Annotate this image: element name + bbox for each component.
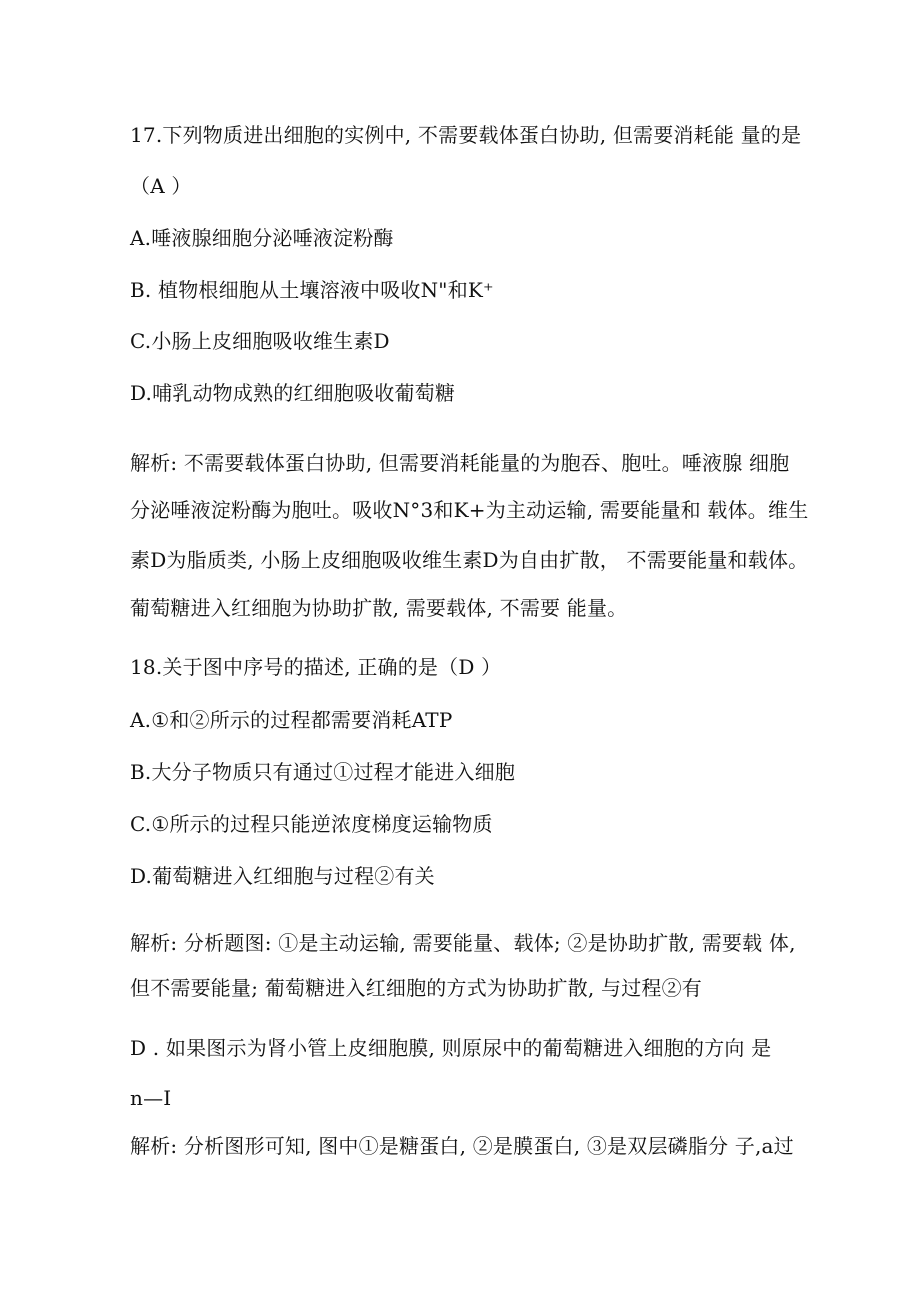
q17-stem: 17.下列物质进出细胞的实例中, 不需要载体蛋白协助, 但需要消耗能 量的是 (130, 123, 802, 147)
q19-analysis: 解析: 分析图形可知, 图中①是糖蛋白, ②是膜蛋白, ③是双层磷脂分 子,a过 (130, 1134, 794, 1158)
q17-analysis-line-1: 解析: 不需要载体蛋白协助, 但需要消耗能量的为胞吞、胞吐。唾液腺 细胞 (130, 451, 790, 475)
q17-option-d: D.哺乳动物成熟的红细胞吸收葡萄糖 (130, 381, 456, 405)
q18-analysis-line-1: 解析: 分析题图: ①是主动运输, 需要能量、载体; ②是协助扩散, 需要载 体, (130, 931, 796, 955)
q17-answer: （A ） (130, 174, 192, 198)
q19-stem: D . 如果图示为肾小管上皮细胞膜, 则原尿中的葡萄糖进入细胞的方向 是 (130, 1036, 772, 1060)
q17-analysis-line-3: 素D为脂质类, 小肠上皮细胞吸收维生素D为自由扩散， 不需要能量和载体。 (130, 548, 809, 572)
q18-option-b: B.大分子物质只有通过①过程才能进入细胞 (130, 760, 516, 784)
q17-analysis-line-2: 分泌唾液淀粉酶为胞吐。吸收N°3和K+为主动运输, 需要能量和 载体。维生 (130, 498, 809, 522)
q17-option-b: B. 植物根细胞从土壤溶液中吸收N"和K⁺ (130, 278, 494, 302)
q17-option-c: C.小肠上皮细胞吸收维生素D (130, 329, 390, 353)
q18-stem: 18.关于图中序号的描述, 正确的是（D ） (130, 655, 502, 679)
q18-option-d: D.葡萄糖进入红细胞与过程②有关 (130, 864, 435, 888)
q18-option-a: A.①和②所示的过程都需要消耗ATP (130, 708, 453, 732)
q18-option-c: C.①所示的过程只能逆浓度梯度运输物质 (130, 812, 493, 836)
q18-analysis-line-2: 但不需要能量; 葡萄糖进入红细胞的方式为协助扩散, 与过程②有 (130, 976, 703, 1000)
q19-answer: n—I (130, 1086, 172, 1110)
q17-option-a: A.唾液腺细胞分泌唾液淀粉酶 (130, 226, 394, 250)
q17-analysis-line-4: 葡萄糖进入红细胞为协助扩散, 需要载体, 不需要 能量。 (130, 596, 628, 620)
